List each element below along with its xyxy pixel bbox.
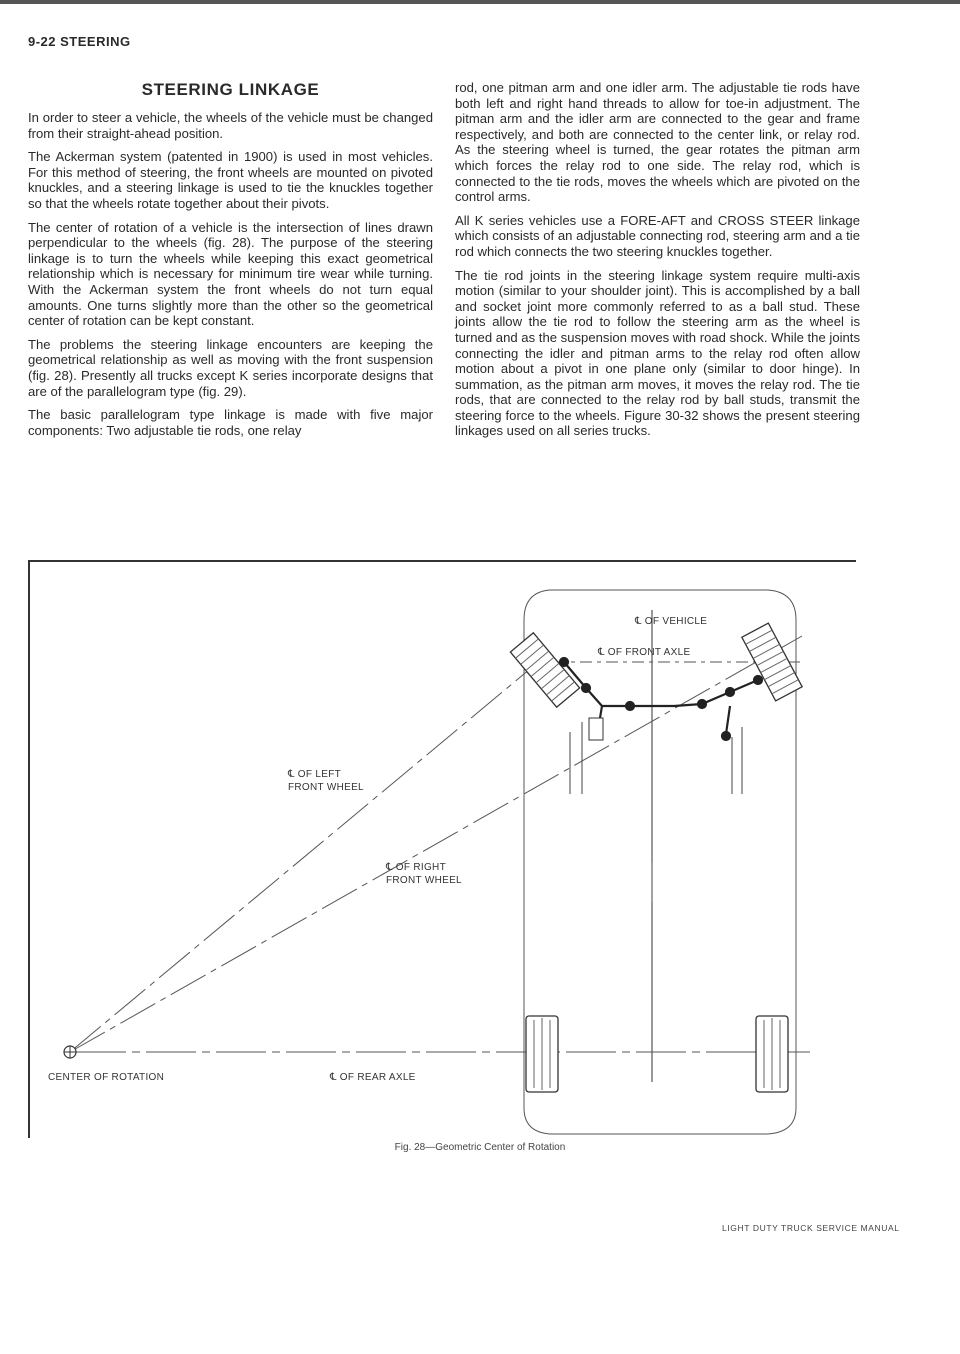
- figure-28: [28, 560, 856, 1138]
- label-left-wheel-centerline-2: FRONT WHEEL: [288, 782, 364, 793]
- paragraph: The center of rotation of a vehicle is the intersection of lines drawn perpendicular to the wheels (fig. 28). The purpose of the steering linkage is to turn the wheels while keeping this exact geometrical relationship which is necessary for minimum tire wear while turning. With the Ackerman system the front wheels do not turn equal amounts. One turns slightly more than the other so the geometrical center of rotation can be kept constant.: [28, 219, 433, 329]
- paragraph: rod, one pitman arm and one idler arm. The adjustable tie rods have both left and right hand threads to allow for toe-in adjustment. The pitman arm and the idler arm are connected to the gear and frame respectively, and both are connected to the center link, or relay rod. As the steering wheel is turned, the gear rotates the pitman arm which forces the relay rod to one side. The relay rod, which is connected to the tie rods, moves the wheels which are pivoted on the control arms.: [455, 80, 860, 205]
- label-vehicle-centerline: ℄ OF VEHICLE: [635, 616, 708, 627]
- page-header: 9-22 STEERING: [28, 34, 131, 49]
- paragraph: The basic parallelogram type linkage is made with five major components: Two adjustable tie rods, one relay: [28, 407, 433, 438]
- frame-rail-lines: [570, 722, 742, 902]
- rear-left-tire: [526, 1016, 558, 1092]
- paragraph: The tie rod joints in the steering linkage system require multi-axis motion (similar to your shoulder joint). This is accomplished by a ball and socket joint more commonly referred to as a ball stud. These joints allow the tie rod to follow the steering arm as the wheel is turned and as the suspension moves with road shock. While the joints connecting the idler and pitman arms to the relay rod often allow motion about a pivot in one plane only (similar to door hinge). In summation, as the pitman arm moves, it moves the relay rod. The tie rods, that are connected to the relay rod by ball studs, transmit the steering force to the wheels. Figure 30-32 shows the present steering linkages used on all series trucks.: [455, 267, 860, 439]
- section-title: STEERING LINKAGE: [141, 80, 320, 99]
- paragraph: The problems the steering linkage encounters are keeping the geometrical relationship as well as moving with the front suspension (fig. 28). Presently all trucks except K series incorporate designs that are of the parallelogram type (fig. 29).: [28, 336, 433, 399]
- geometry-diagram-clean: [30, 562, 858, 1140]
- steering-gear: [589, 718, 603, 740]
- label-right-wheel-centerline-2: FRONT WHEEL: [386, 875, 462, 886]
- label-rear-axle-centerline: ℄ OF REAR AXLE: [330, 1072, 416, 1083]
- label-left-wheel-centerline-1: ℄ OF LEFT: [288, 769, 342, 780]
- top-rule: [0, 0, 960, 4]
- label-front-axle-centerline: ℄ OF FRONT AXLE: [598, 647, 691, 658]
- center-of-rotation-symbol: [64, 1046, 76, 1058]
- label-right-wheel-centerline-1: ℄ OF RIGHT: [386, 862, 446, 873]
- right-column: [455, 80, 860, 447]
- left-wheel-line: [70, 654, 548, 1052]
- manual-footer: LIGHT DUTY TRUCK SERVICE MANUAL: [722, 1223, 900, 1233]
- paragraph: In order to steer a vehicle, the wheels of the vehicle must be changed from their straight-ahead position.: [28, 110, 433, 141]
- paragraph: The Ackerman system (patented in 1900) is used in most vehicles. For this method of steering, the front wheels are mounted on pivoted knuckles, and a steering linkage is used to tie the knuckles together so that the wheels rotate together about their pivots.: [28, 149, 433, 211]
- label-center-of-rotation: CENTER OF ROTATION: [48, 1072, 165, 1083]
- figure-caption: Fig. 28—Geometric Center of Rotation: [394, 1142, 566, 1153]
- rear-right-tire: [756, 1016, 788, 1092]
- right-wheel-line: [70, 636, 802, 1052]
- paragraph: All K series vehicles use a FORE-AFT and CROSS STEER linkage which consists of an adjustable connecting rod, steering arm and a tie rod which connects the two steering knuckles together.: [455, 212, 860, 259]
- left-front-tire: [510, 633, 579, 707]
- left-column: [28, 80, 433, 446]
